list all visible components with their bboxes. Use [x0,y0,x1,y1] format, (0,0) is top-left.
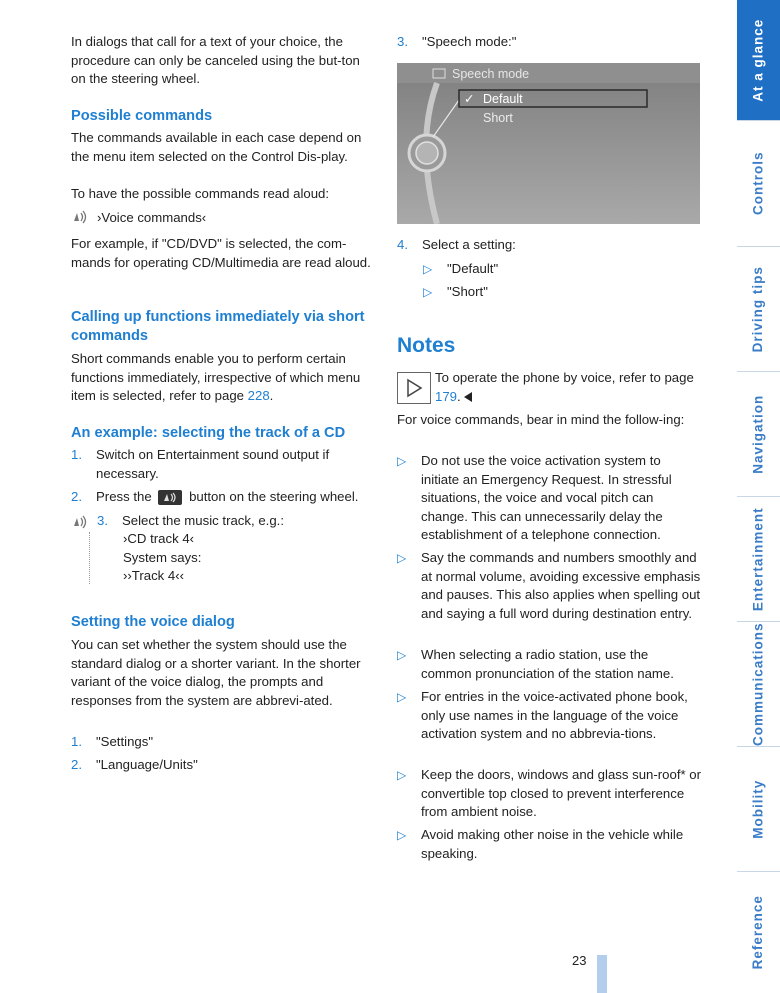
system-says: System says: [123,550,202,565]
voice-intro: For voice commands, bear in mind the follow-ing: [397,412,685,427]
page-link-228[interactable]: 228 [247,388,270,403]
note-reference-icon [397,372,431,404]
example-step-3-block: 3. Select the music track, e.g.: ›CD track 4‹ System says: ››Track 4‹‹ [71,512,376,584]
screen-title: Speech mode [452,67,530,81]
bullet-triangle-icon: ▷ [397,551,407,565]
system-response: ››Track 4‹‹ [123,568,185,583]
section-tab-bar [737,0,780,993]
short-commands-text: Short commands enable you to perform certain functions immediately, irrespective of which menu item is selected, refer to page 228. [71,351,361,403]
steering-wheel-voice-button-icon [158,490,182,505]
heading-possible-commands: Possible commands [71,108,213,124]
voice-button-icon-2 [71,514,91,530]
voice-commands-cmd: ›Voice commands‹ [97,210,207,225]
tab-mobility[interactable]: Mobility [750,779,766,839]
tab-driving-tips[interactable]: Driving tips [750,265,766,353]
note-reference-text: To operate the phone by voice, refer to page 179. [435,370,694,404]
notes-title: Notes [397,334,456,357]
end-mark-icon [464,392,472,402]
tab-at-a-glance[interactable]: At a glance [737,0,780,120]
tab-communications[interactable]: Communications [750,622,766,746]
note-bullet-1: ▷ Do not use the voice activation system to initiate an Emergency Request. In stressful situations, the voice and vocal pitch can change. This can unnecessarily delay the establishment of a telephone connection. [397,452,702,545]
bullet-triangle-icon: ▷ [397,648,407,662]
voice-dialog-step-1: 1. "Settings" [71,734,154,749]
tab-controls[interactable]: Controls [750,151,766,216]
page-marker-bar [597,955,607,993]
bullet-triangle-icon: ▷ [397,690,407,704]
example-step-2: 2. Press the button on the steering wheel. [71,489,359,504]
tab-entertainment[interactable]: Entertainment [750,507,766,611]
note-bullet-4: ▷ For entries in the voice-activated phone book, only use names in the language of the voice activation system and no abbrevia-tions. [397,688,702,744]
possible-commands-text: The commands available in each case depend on the menu item selected on the Control Dis-play. [71,130,362,164]
voice-command-row [71,209,376,228]
bullet-triangle-icon: ▷ [423,285,433,299]
bullet-triangle-icon: ▷ [423,262,433,276]
option-short: ▷ "Short" [423,283,703,302]
page-link-179[interactable]: 179 [435,388,458,404]
example-cmd: ›CD track 4‹ [123,531,195,546]
right-step-3: 3. "Speech mode:" [397,34,517,49]
page-number: 23 [572,953,587,968]
screen-option-short[interactable]: Short [483,111,513,125]
bullet-triangle-icon: ▷ [397,828,407,842]
example-step-1: 1. Switch on Entertainment sound output if necessary. [71,447,330,481]
bullet-triangle-icon: ▷ [397,768,407,782]
checkmark-icon: ✓ [464,92,475,106]
bullet-triangle-icon: ▷ [397,454,407,468]
tab-reference[interactable]: Reference [750,895,766,970]
voice-button-icon [71,209,91,225]
heading-example: An example: selecting the track of a CD [71,425,346,441]
intro-text: In dialogs that call for a text of your choice, the procedure can only be canceled using the but-ton on the steering wheel. [71,34,360,86]
note-bullet-6: ▷ Avoid making other noise in the vehicle while speaking. [397,826,702,863]
tab-navigation[interactable]: Navigation [750,394,766,474]
note-bullet-2: ▷ Say the commands and numbers smoothly and at normal volume, avoiding excessive emphasis and pauses. This also applies when spelling out and saying a full word during destination entry. [397,549,702,623]
right-step-4: 4. Select a setting: [397,237,516,252]
possible-commands-text2: To have the possible commands read aloud: [71,186,330,201]
voice-dialog-text: You can set whether the system should use the standard dialog or a shorter variant. In the shorter variant of the voice dialog, the prompts and responses from the system are abbrevi-ated. [71,637,361,708]
voice-dialog-step-2: 2. "Language/Units" [71,757,198,772]
speech-mode-screen [397,63,700,224]
note-bullet-5: ▷ Keep the doors, windows and glass sun-roof* or convertible top closed to prevent interference from ambient noise. [397,766,702,822]
option-default: ▷ "Default" [423,260,703,279]
heading-short-commands: Calling up functions immediately via short commands [71,309,365,344]
step-divider [89,532,90,584]
heading-voice-dialog: Setting the voice dialog [71,614,235,630]
screen-option-default[interactable]: Default [483,92,523,106]
note-bullet-3: ▷ When selecting a radio station, use the common pronunciation of the station name. [397,646,702,683]
possible-commands-example: For example, if "CD/DVD" is selected, the com-mands for operating CD/Multimedia are read aloud. [71,236,371,270]
